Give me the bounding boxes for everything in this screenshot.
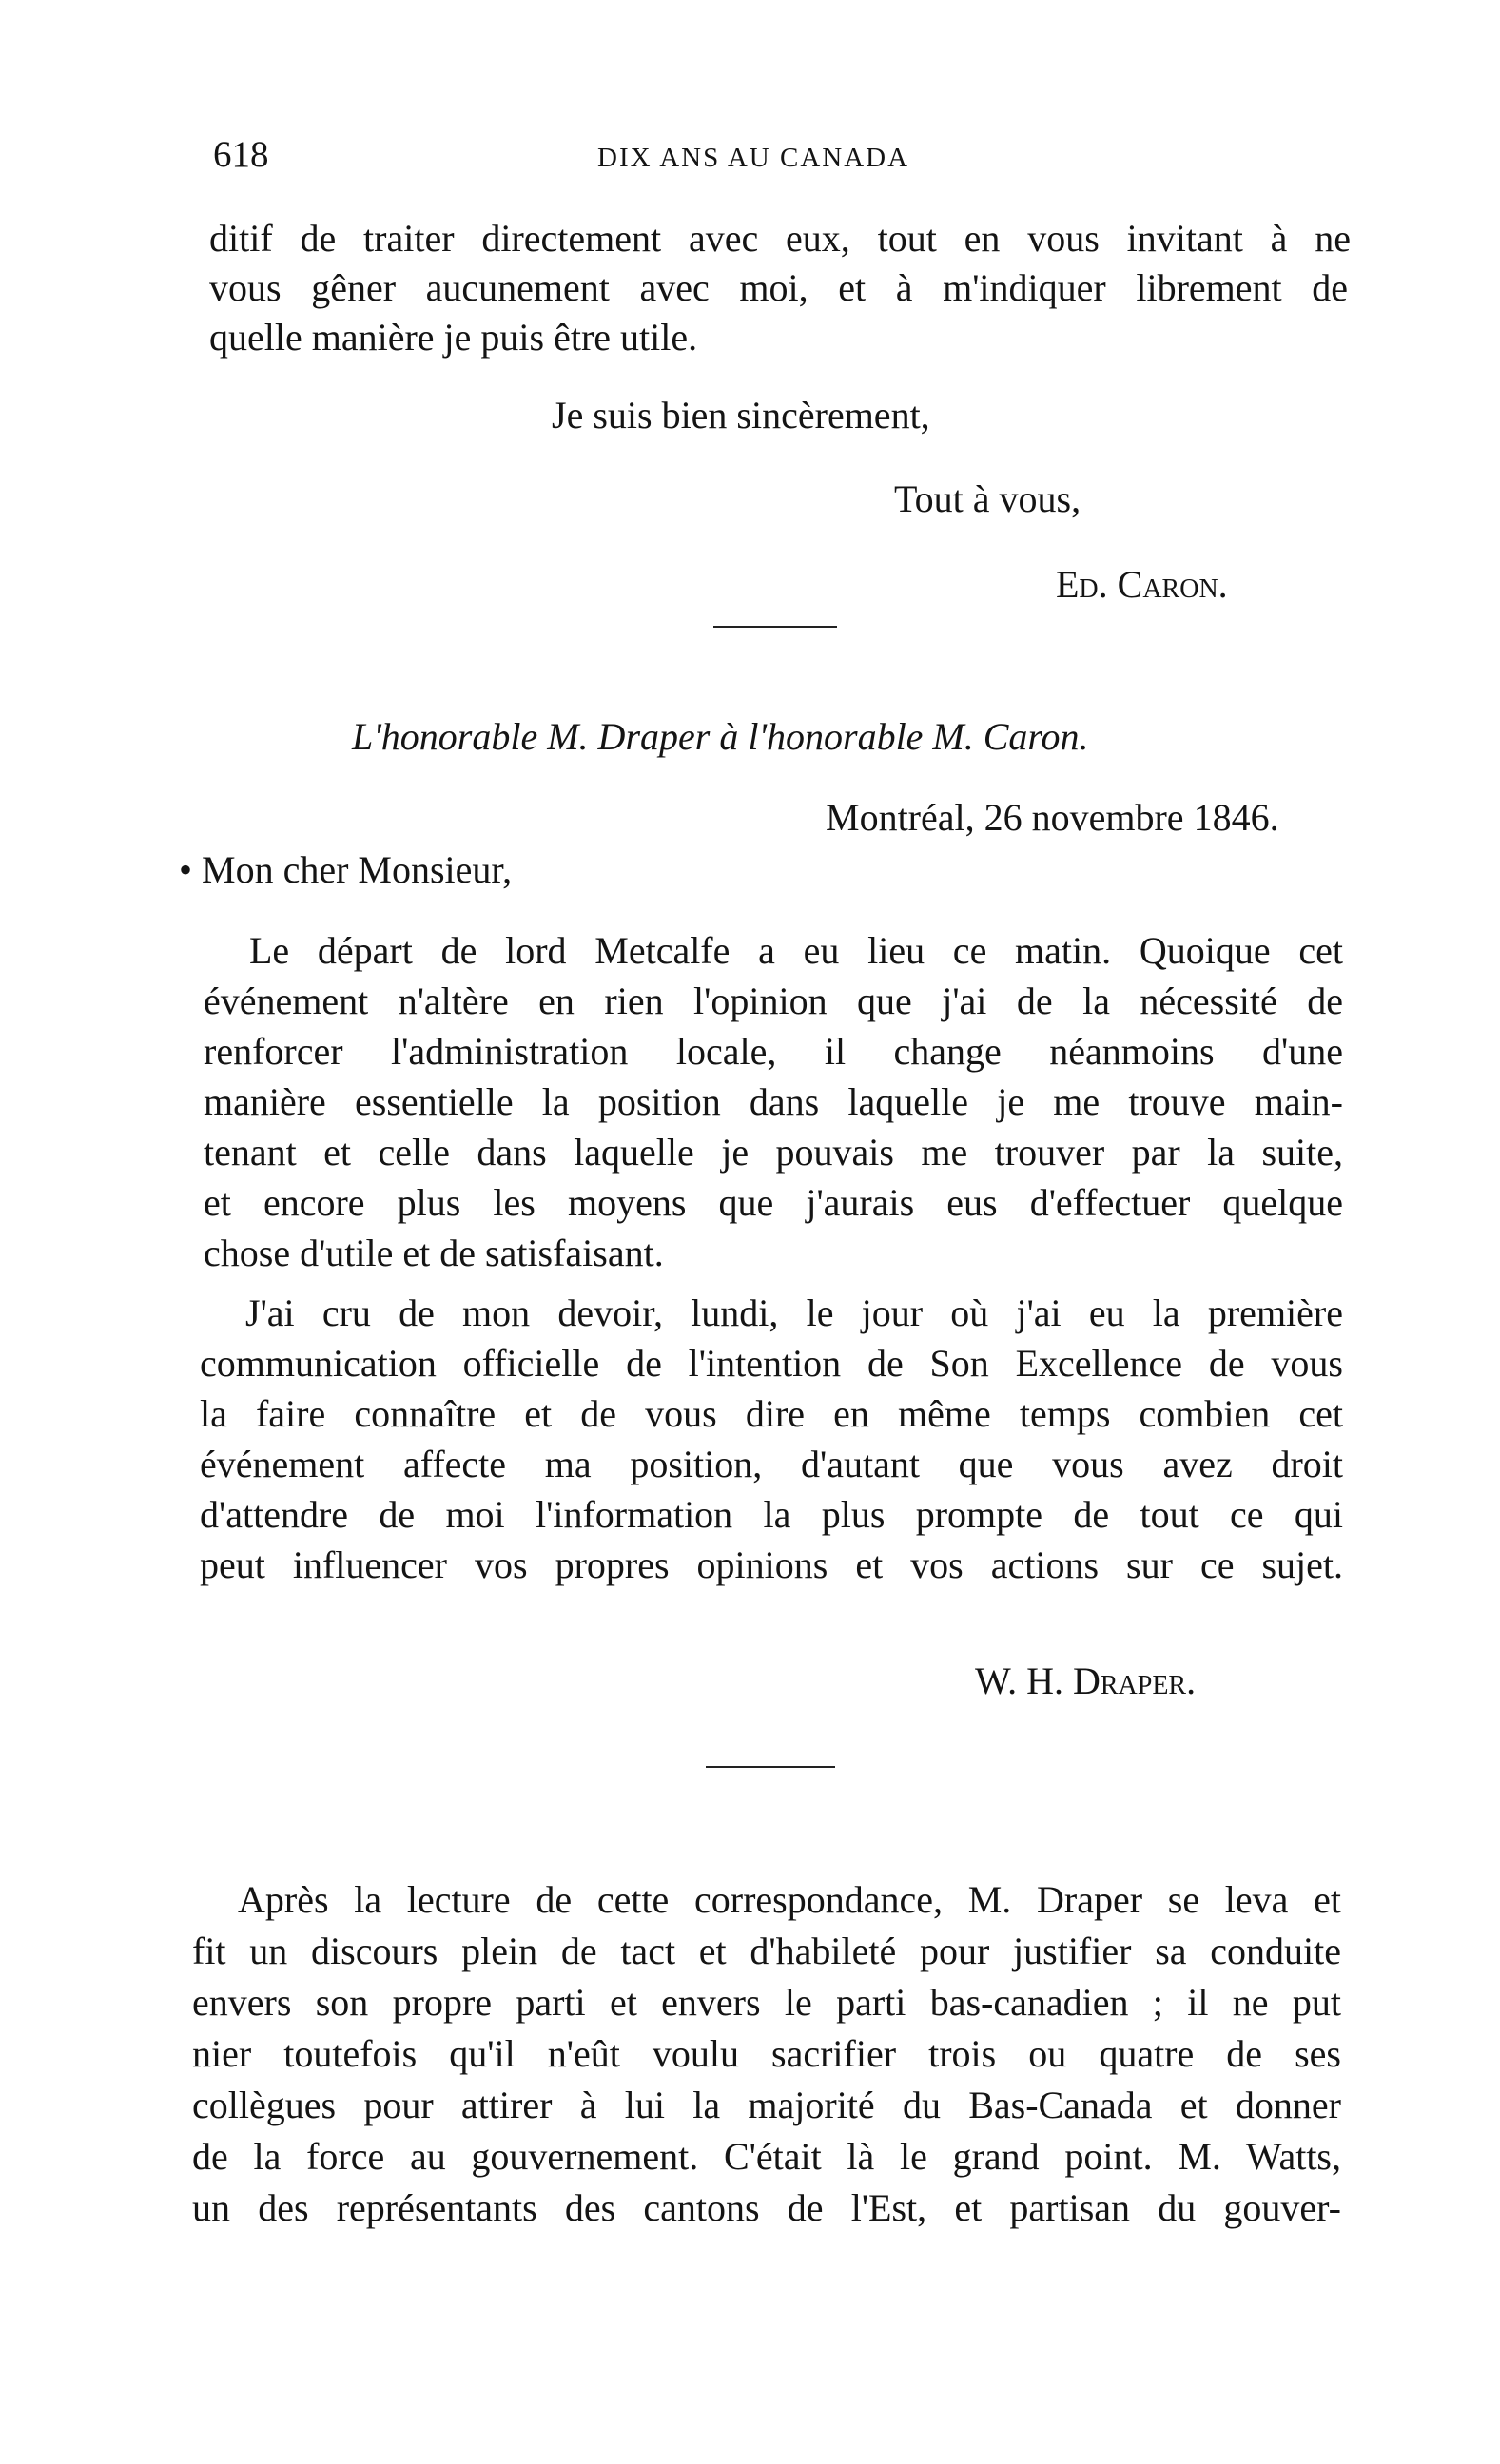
letter-closing: Je suis bien sincèrement, (552, 394, 930, 437)
text-line: vous gêner aucunement avec moi, et à m'indiquer librement de (209, 266, 1348, 309)
text-line: chose d'utile et de satisfaisant. (204, 1232, 664, 1274)
page-number: 618 (213, 134, 269, 175)
text-line: envers son propre parti et envers le parti bas-canadien ; il ne put (192, 1981, 1341, 2024)
text-line: ditif de traiter directement avec eux, tout en vous invitant à ne (209, 217, 1351, 260)
separator-rule (706, 1766, 835, 1768)
letter-signature: W. H. Draper. (975, 1659, 1197, 1702)
letter-heading: L'honorable M. Draper à l'honorable M. Caron. (352, 715, 1089, 758)
text-line: la faire connaître et de vous dire en même temps combien cet (200, 1392, 1343, 1435)
text-line: événement affecte ma position, d'autant que vous avez droit (200, 1443, 1343, 1485)
text-line: Le départ de lord Metcalfe a eu lieu ce matin. Quoique cet (249, 929, 1343, 972)
letter-place-date: Montréal, 26 novembre 1846. (826, 796, 1279, 839)
letter-salutation: • Mon cher Monsieur, (179, 848, 513, 891)
text-line: de la force au gouvernement. C'était là le grand point. M. Watts, (192, 2135, 1341, 2178)
text-line: un des représentants des cantons de l'Est, et partisan du gouver- (192, 2186, 1341, 2229)
text-line: peut influencer vos propres opinions et vos actions sur ce sujet. (200, 1543, 1343, 1586)
text-line: Après la lecture de cette correspondance, M. Draper se leva et (238, 1878, 1341, 1921)
text-line: renforcer l'administration locale, il change néanmoins d'une (204, 1030, 1343, 1073)
text-line: événement n'altère en rien l'opinion que j'ai de la nécessité de (204, 980, 1343, 1022)
salutation-text: Mon cher Monsieur, (202, 848, 513, 891)
text-line: et encore plus les moyens que j'aurais eus d'effectuer quelque (204, 1181, 1343, 1224)
text-line: quelle manière je puis être utile. (209, 316, 698, 359)
running-title: DIX ANS AU CANADA (597, 143, 910, 173)
text-line: manière essentielle la position dans laquelle je me trouve main- (204, 1080, 1343, 1123)
text-line: collègues pour attirer à lui la majorité du Bas-Canada et donner (192, 2084, 1341, 2126)
text-line: nier toutefois qu'il n'eût voulu sacrifier trois ou quatre de ses (192, 2032, 1341, 2075)
text-line: J'ai cru de mon devoir, lundi, le jour où j'ai eu la première (245, 1291, 1343, 1334)
letter-valediction: Tout à vous, (894, 477, 1081, 520)
text-line: fit un discours plein de tact et d'habileté pour justifier sa conduite (192, 1930, 1341, 1972)
text-line: communication officielle de l'intention de Son Excellence de vous (200, 1342, 1343, 1385)
text-line: d'attendre de moi l'information la plus prompte de tout ce qui (200, 1493, 1343, 1536)
letter-signature: Ed. Caron. (1056, 563, 1228, 606)
text-line: tenant et celle dans laquelle je pouvais me trouver par la suite, (204, 1131, 1343, 1174)
separator-rule (713, 626, 837, 628)
